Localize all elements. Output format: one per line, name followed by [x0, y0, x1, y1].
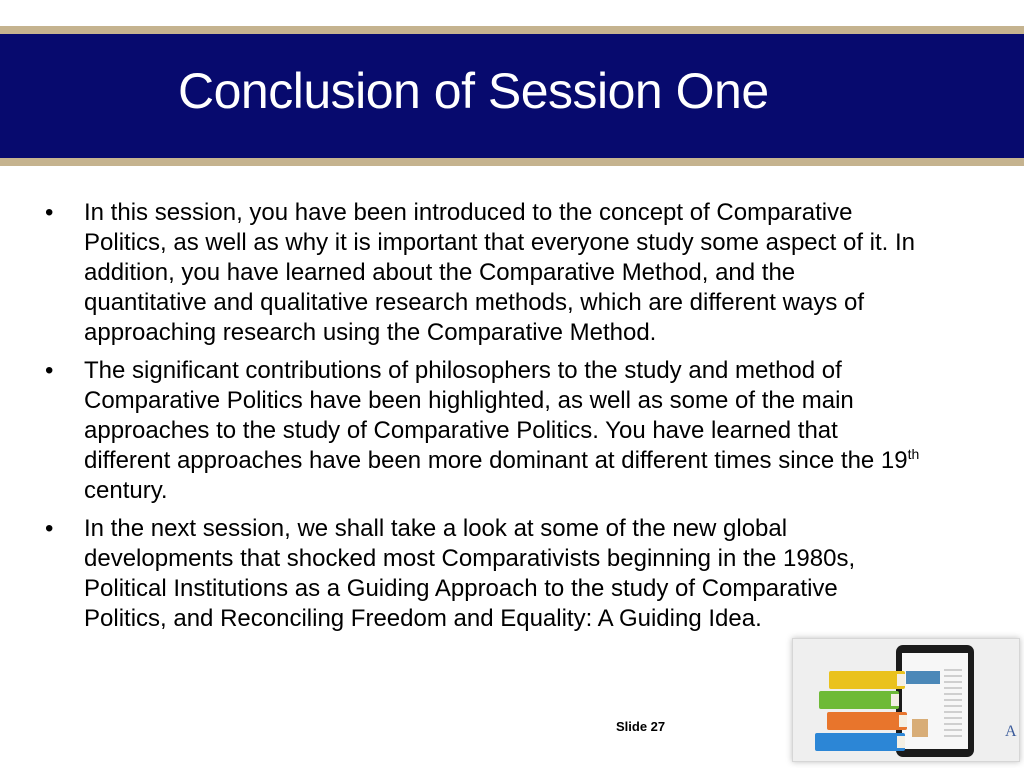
screen-text-lines: [944, 669, 962, 739]
bullet-dot: •: [45, 515, 54, 542]
green-book-icon: [819, 691, 899, 709]
title-bottom-accent-bar: [0, 158, 1024, 166]
yellow-book-icon: [829, 671, 905, 689]
orange-book-icon: [827, 712, 907, 730]
bullet-text-end: century.: [84, 477, 168, 504]
bullet-dot: •: [45, 357, 54, 384]
bullet-item: [40, 198, 920, 348]
bullet-dot: •: [45, 199, 54, 226]
screen-banner: [906, 671, 940, 684]
superscript-text: th: [907, 446, 920, 462]
bullet-text: The significant contributions of philosophers to the study and method of Comparative Politics have been highlighted, as well as some of the main approaches to the study of Comparative Politics. You have learned that different approaches have been more dominant at different times since the 19: [84, 357, 908, 474]
slide-number: Slide 27: [616, 719, 666, 734]
tablet-icon: [896, 645, 974, 757]
bullet-item: [40, 514, 920, 634]
title-top-accent-bar: [0, 26, 1024, 34]
books-and-tablet-icon: [792, 638, 1020, 762]
bullet-item: [40, 356, 920, 506]
bullet-text: In this session, you have been introduced to the concept of Comparative Politics, as well as why it is important that everyone study some aspect of it. In addition, you have learned about the Comparative Method, and the quantitative and qualitative research methods, which are different ways of approaching research using the Comparative Method.: [84, 199, 916, 346]
tablet-screen: [902, 653, 968, 749]
blue-book-icon: [815, 733, 905, 751]
corner-letter: A: [1005, 723, 1017, 740]
screen-image: [912, 719, 928, 737]
bullet-text: In the next session, we shall take a look at some of the new global developments that shocked most Comparativists beginning in the 1980s, Political Institutions as a Guiding Approach to the study of Comparative Politics, and Reconciling Freedom and Equality: A Guiding Idea.: [84, 515, 856, 632]
bullet-list: [40, 198, 920, 642]
slide-title: Conclusion of Session One: [178, 63, 769, 119]
